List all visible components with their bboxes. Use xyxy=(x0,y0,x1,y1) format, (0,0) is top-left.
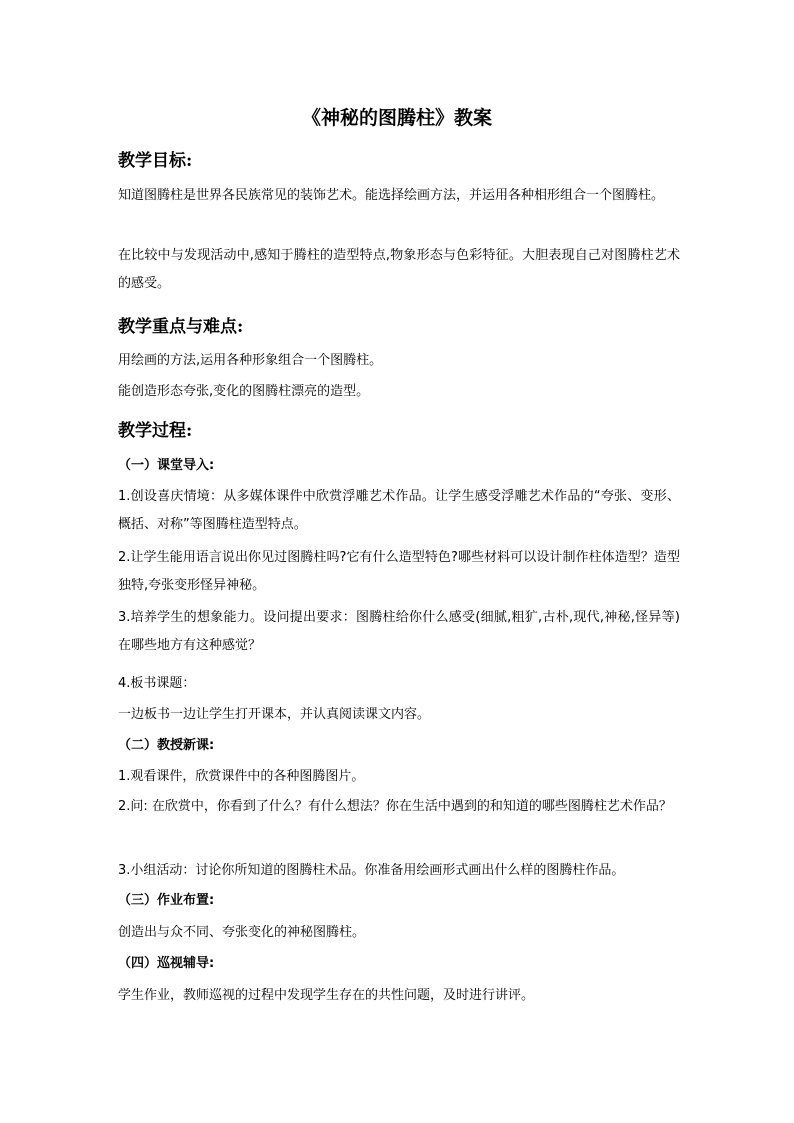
section-2-item-1: 1.观看课件，欣赏课件中的各种图腾图片。 xyxy=(118,769,365,784)
section-1-item-4: 4.板书课题： xyxy=(118,676,196,691)
objectives-paragraph-2: 在比较中与发现活动中,感知于腾柱的造型特点,物象形态与色彩特征。大胆表现自己对图腾柱艺术的感受。 xyxy=(118,248,680,291)
section-4-heading: （四）巡视辅导: xyxy=(118,956,215,971)
key-points-heading: 教学重点与难点: xyxy=(118,317,244,337)
section-2-item-2: 2.问: 在欣赏中，你看到了什么？有什么想法？你在生活中遇到的和知道的哪些图腾柱艺术作品？ xyxy=(118,799,672,814)
section-1-item-2: 2.让学生能用语言说出你见过图腾柱吗?它有什么造型特色?哪些材料可以设计制作柱体造型？造型独特,夸张变形怪异神秘。 xyxy=(118,550,680,593)
section-1-item-1: 1.创设喜庆情境：从多媒体课件中欣赏浮雕艺术作品。让学生感受浮雕艺术作品的“夸张、变形、概括、对称”等图腾柱造型特点。 xyxy=(118,489,680,532)
section-1-item-5: 一边板书一边让学生打开课本，并认真阅读课文内容。 xyxy=(118,707,431,722)
section-1-heading: （一）课堂导入: xyxy=(118,458,215,473)
section-3-item-1: 创造出与众不同、夸张变化的神秘图腾柱。 xyxy=(118,925,366,940)
document-title: 《神秘的图腾柱》教案 xyxy=(301,107,492,129)
section-1-item-3: 3.培养学生的想象能力。设问提出要求：图腾柱给你什么感受(细腻,粗犷,古朴,现代,神秘,怪异等)在哪些地方有这种感觉？ xyxy=(118,610,680,653)
section-4-item-1: 学生作业，教师巡视的过程中发现学生存在的共性问题，及时进行讲评。 xyxy=(118,988,535,1003)
section-2-item-3: 3.小组活动：讨论你所知道的图腾柱术品。你准备用绘画形式画出什么样的图腾柱作品。 xyxy=(118,863,625,878)
process-heading: 教学过程: xyxy=(118,421,193,441)
objectives-heading: 教学目标: xyxy=(118,151,193,171)
objectives-paragraph-1: 知道图腾柱是世界各民族常见的装饰艺术。能选择绘画方法，并运用各种相形组合一个图腾柱。 xyxy=(118,188,665,203)
key-points-paragraph-1: 用绘画的方法,运用各种形象组合一个图腾柱。 xyxy=(118,353,383,368)
section-2-heading: （二）教授新课: xyxy=(118,738,215,753)
key-points-paragraph-2: 能创造形态夸张,变化的图腾柱漂亮的造型。 xyxy=(118,384,370,399)
section-3-heading: （三）作业布置: xyxy=(118,893,215,908)
